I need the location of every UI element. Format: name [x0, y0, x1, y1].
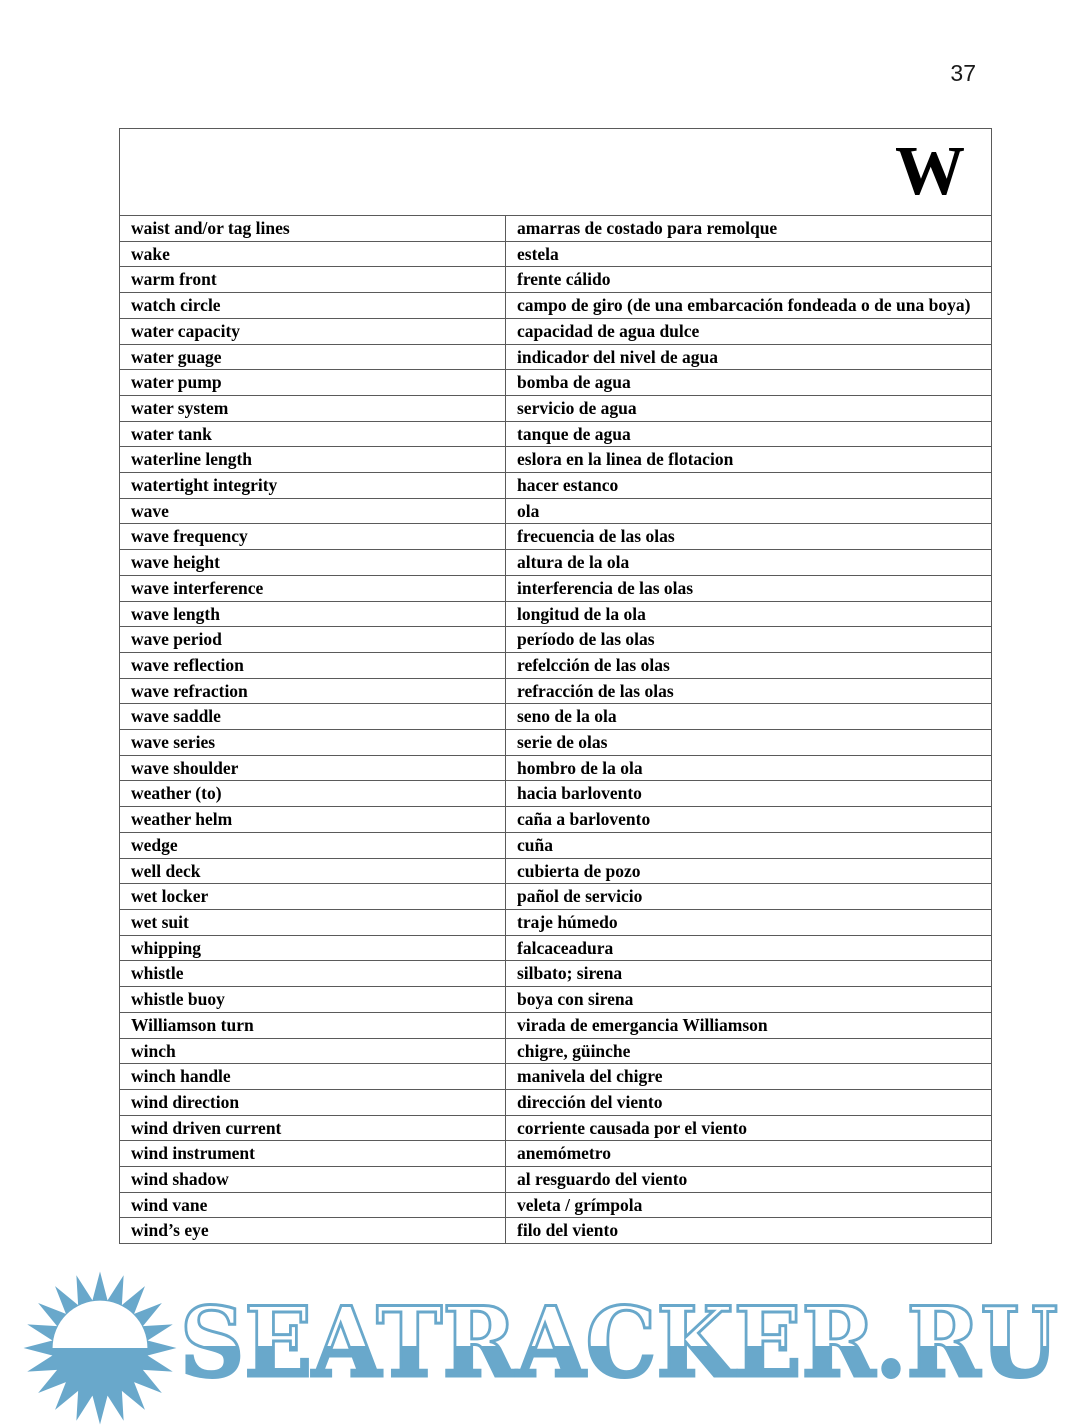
glossary-row	[120, 755, 992, 781]
glossary-row	[120, 627, 992, 653]
term-cell: wet suit	[120, 909, 506, 935]
term-cell: wave saddle	[120, 704, 506, 730]
term-cell: waterline length	[120, 447, 506, 473]
translation-cell: refelcción de las olas	[506, 652, 992, 678]
translation-cell: cubierta de pozo	[506, 858, 992, 884]
glossary-row	[120, 832, 992, 858]
glossary-row	[120, 241, 992, 267]
sun-over-sea-icon	[22, 1270, 178, 1426]
term-cell: water guage	[120, 344, 506, 370]
term-cell: wet locker	[120, 884, 506, 910]
term-cell: water tank	[120, 421, 506, 447]
glossary-row	[120, 1167, 992, 1193]
section-letter: W	[895, 133, 965, 210]
glossary-row	[120, 678, 992, 704]
glossary-row	[120, 987, 992, 1013]
glossary-row	[120, 1012, 992, 1038]
term-cell: wedge	[120, 832, 506, 858]
glossary-row	[120, 781, 992, 807]
glossary-row	[120, 730, 992, 756]
term-cell: wave length	[120, 601, 506, 627]
glossary-body	[120, 216, 992, 1244]
glossary-row	[120, 1115, 992, 1141]
translation-cell: veleta / grímpola	[506, 1192, 992, 1218]
translation-cell: período de las olas	[506, 627, 992, 653]
glossary-table	[119, 128, 992, 1244]
term-cell: wind driven current	[120, 1115, 506, 1141]
translation-cell: longitud de la ola	[506, 601, 992, 627]
term-cell: waist and/or tag lines	[120, 216, 506, 242]
term-cell: whistle	[120, 961, 506, 987]
translation-cell: frecuencia de las olas	[506, 524, 992, 550]
translation-cell: anemómetro	[506, 1141, 992, 1167]
glossary-row	[120, 601, 992, 627]
translation-cell: estela	[506, 241, 992, 267]
translation-cell: servicio de agua	[506, 395, 992, 421]
translation-cell: eslora en la linea de flotacion	[506, 447, 992, 473]
translation-cell: falcaceadura	[506, 935, 992, 961]
translation-cell: pañol de servicio	[506, 884, 992, 910]
translation-cell: indicador del nivel de agua	[506, 344, 992, 370]
term-cell: wave interference	[120, 575, 506, 601]
translation-cell: corriente causada por el viento	[506, 1115, 992, 1141]
term-cell: whistle buoy	[120, 987, 506, 1013]
translation-cell: al resguardo del viento	[506, 1167, 992, 1193]
glossary-row	[120, 807, 992, 833]
glossary-row	[120, 370, 992, 396]
term-cell: wave height	[120, 550, 506, 576]
glossary-row	[120, 1218, 992, 1244]
term-cell: wind’s eye	[120, 1218, 506, 1244]
term-cell: well deck	[120, 858, 506, 884]
translation-cell: tanque de agua	[506, 421, 992, 447]
watermark	[0, 1262, 1080, 1425]
page-number: 37	[950, 60, 976, 86]
glossary-row	[120, 524, 992, 550]
glossary-row	[120, 1064, 992, 1090]
glossary-row	[120, 447, 992, 473]
glossary-row	[120, 421, 992, 447]
section-header-row	[120, 129, 992, 216]
term-cell: wave frequency	[120, 524, 506, 550]
translation-cell: manivela del chigre	[506, 1064, 992, 1090]
glossary-row	[120, 550, 992, 576]
term-cell: wind instrument	[120, 1141, 506, 1167]
translation-cell: caña a barlovento	[506, 807, 992, 833]
glossary-row	[120, 1141, 992, 1167]
translation-cell: hacer estanco	[506, 473, 992, 499]
term-cell: wave refraction	[120, 678, 506, 704]
glossary-row	[120, 473, 992, 499]
translation-cell: virada de emergancia Williamson	[506, 1012, 992, 1038]
translation-cell: cuña	[506, 832, 992, 858]
term-cell: wind vane	[120, 1192, 506, 1218]
term-cell: water system	[120, 395, 506, 421]
term-cell: warm front	[120, 267, 506, 293]
term-cell: water pump	[120, 370, 506, 396]
translation-cell: boya con sirena	[506, 987, 992, 1013]
watermark-text-graphic	[178, 1280, 1073, 1400]
term-cell: wave series	[120, 730, 506, 756]
term-cell: wave shoulder	[120, 755, 506, 781]
translation-cell: bomba de agua	[506, 370, 992, 396]
term-cell: winch handle	[120, 1064, 506, 1090]
glossary-row	[120, 1038, 992, 1064]
translation-cell: altura de la ola	[506, 550, 992, 576]
translation-cell: serie de olas	[506, 730, 992, 756]
watermark-text: SEATRACKER.RU	[180, 1286, 1058, 1399]
translation-cell: seno de la ola	[506, 704, 992, 730]
translation-cell: dirección del viento	[506, 1089, 992, 1115]
term-cell: wind direction	[120, 1089, 506, 1115]
glossary-row	[120, 318, 992, 344]
translation-cell: amarras de costado para remolque	[506, 216, 992, 242]
term-cell: wave period	[120, 627, 506, 653]
term-cell: whipping	[120, 935, 506, 961]
glossary-row	[120, 704, 992, 730]
glossary-row	[120, 935, 992, 961]
term-cell: water capacity	[120, 318, 506, 344]
translation-cell: hombro de la ola	[506, 755, 992, 781]
term-cell: wind shadow	[120, 1167, 506, 1193]
term-cell: Williamson turn	[120, 1012, 506, 1038]
glossary-row	[120, 884, 992, 910]
translation-cell: silbato; sirena	[506, 961, 992, 987]
glossary-row	[120, 395, 992, 421]
translation-cell: filo del viento	[506, 1218, 992, 1244]
glossary-row	[120, 961, 992, 987]
term-cell: watertight integrity	[120, 473, 506, 499]
term-cell: winch	[120, 1038, 506, 1064]
translation-cell: campo de giro (de una embarcación fondeada o de una boya)	[506, 293, 992, 319]
term-cell: weather helm	[120, 807, 506, 833]
glossary-row	[120, 498, 992, 524]
translation-cell: interferencia de las olas	[506, 575, 992, 601]
translation-cell: frente cálido	[506, 267, 992, 293]
term-cell: wave reflection	[120, 652, 506, 678]
translation-cell: chigre, güinche	[506, 1038, 992, 1064]
translation-cell: traje húmedo	[506, 909, 992, 935]
glossary-row	[120, 267, 992, 293]
glossary-row	[120, 216, 992, 242]
glossary-row	[120, 652, 992, 678]
translation-cell: hacia barlovento	[506, 781, 992, 807]
term-cell: wake	[120, 241, 506, 267]
glossary-row	[120, 909, 992, 935]
glossary-row	[120, 858, 992, 884]
glossary-row	[120, 1089, 992, 1115]
glossary-row	[120, 1192, 992, 1218]
term-cell: wave	[120, 498, 506, 524]
term-cell: watch circle	[120, 293, 506, 319]
term-cell: weather (to)	[120, 781, 506, 807]
translation-cell: refracción de las olas	[506, 678, 992, 704]
glossary-row	[120, 293, 992, 319]
section-header-cell	[120, 129, 992, 216]
translation-cell: capacidad de agua dulce	[506, 318, 992, 344]
glossary-row	[120, 344, 992, 370]
translation-cell: ola	[506, 498, 992, 524]
glossary-row	[120, 575, 992, 601]
